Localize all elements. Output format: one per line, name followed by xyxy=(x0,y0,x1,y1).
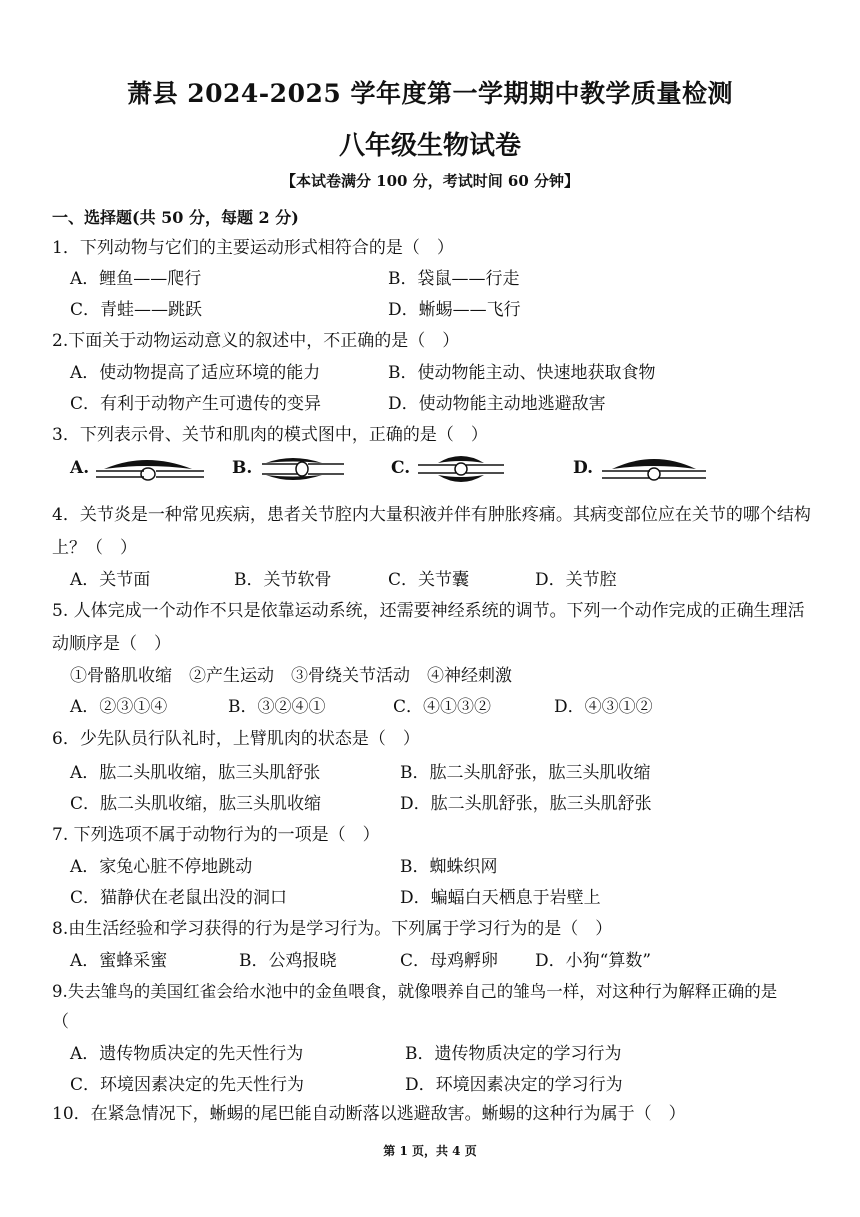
page-footer: 第 1 页，共 4 页 xyxy=(383,1144,477,1158)
q1-option-b: B．袋鼠——行走 xyxy=(388,269,520,289)
q5-option-d: D．④③①② xyxy=(554,697,653,717)
exam-title: 萧县 2024-2025 学年度第一学期期中教学质量检测 xyxy=(127,79,733,108)
section-heading: 一、选择题(共 50 分，每题 2 分) xyxy=(52,208,299,227)
q5-items: ①骨骼肌收缩 ②产生运动 ③骨绕关节活动 ④神经刺激 xyxy=(70,666,512,686)
exam-note: 【本试卷满分 100 分，考试时间 60 分钟】 xyxy=(280,172,580,190)
q6-option-b: B．肱二头肌舒张，肱三头肌收缩 xyxy=(400,763,651,783)
q4-option-b: B．关节软骨 xyxy=(234,570,332,590)
q4-option-a: A．关节面 xyxy=(70,570,151,590)
q3-option-d-label: D. xyxy=(573,458,594,478)
question-1-stem: 1．下列动物与它们的主要运动形式相符合的是（ ） xyxy=(52,238,454,258)
question-8-stem: 8.由生活经验和学习获得的行为是学习行为。下列属于学习行为的是（ ） xyxy=(52,919,613,939)
q7-option-a: A．家兔心脏不停地跳动 xyxy=(70,857,253,877)
exam-subtitle: 八年级生物试卷 xyxy=(338,131,521,161)
q2-option-a: A．使动物提高了适应环境的能力 xyxy=(70,363,321,383)
q2-option-c: C．有利于动物产生可遗传的变异 xyxy=(70,394,322,414)
q5-option-a: A．②③①④ xyxy=(70,697,168,717)
question-5-stem-line1: 5. 人体完成一个动作不只是依靠运动系统，还需要神经系统的调节。下列一个动作完成的正确生理活 xyxy=(52,601,805,621)
question-3-stem: 3．下列表示骨、关节和肌肉的模式图中，正确的是（ ） xyxy=(52,425,488,445)
question-6-stem: 6．少先队员行队礼时，上臂肌肉的状态是（ ） xyxy=(52,729,420,749)
q7-option-c: C．猫静伏在老鼠出没的洞口 xyxy=(70,888,288,908)
q5-option-b: B．③②④① xyxy=(228,697,326,717)
q4-option-d: D．关节腔 xyxy=(535,570,617,590)
q1-option-a: A．鲤鱼——爬行 xyxy=(70,269,202,289)
q6-option-a: A．肱二头肌收缩，肱三头肌舒张 xyxy=(70,763,321,783)
question-9-stem-line2: （ xyxy=(52,1012,69,1032)
q3-diagram-c xyxy=(418,451,504,487)
q1-option-d: D．蜥蜴——飞行 xyxy=(388,300,521,320)
q3-diagram-d xyxy=(602,451,706,487)
q3-diagram-a xyxy=(96,451,206,487)
question-2-stem: 2.下面关于动物运动意义的叙述中，不正确的是（ ） xyxy=(52,331,460,351)
q3-option-c-label: C. xyxy=(391,458,411,478)
q2-option-d: D．使动物能主动地逃避敌害 xyxy=(388,394,606,414)
q9-option-a: A．遗传物质决定的先天性行为 xyxy=(70,1044,304,1064)
q8-option-b: B．公鸡报晓 xyxy=(239,951,337,971)
q5-option-c: C．④①③② xyxy=(393,697,492,717)
q3-option-a-label: A. xyxy=(70,458,90,478)
q8-option-a: A．蜜蜂采蜜 xyxy=(70,951,168,971)
q9-option-d: D．环境因素决定的学习行为 xyxy=(405,1075,623,1095)
q1-option-c: C．青蛙——跳跃 xyxy=(70,300,203,320)
q8-option-c: C．母鸡孵卵 xyxy=(400,951,499,971)
question-4-stem-line2: 上？（ ） xyxy=(52,538,137,558)
q8-option-d: D．小狗“算数” xyxy=(535,951,652,971)
q3-diagram-b xyxy=(262,451,346,487)
q4-option-c: C．关节囊 xyxy=(388,570,470,590)
q3-option-b-label: B. xyxy=(232,458,253,478)
q9-option-b: B．遗传物质决定的学习行为 xyxy=(405,1044,622,1064)
q6-option-c: C．肱二头肌收缩，肱三头肌收缩 xyxy=(70,794,322,814)
question-4-stem-line1: 4．关节炎是一种常见疾病，患者关节腔内大量积液并伴有肿胀疼痛。其病变部位应在关节的哪个结构 xyxy=(52,505,811,525)
question-10-stem: 10．在紧急情况下，蜥蜴的尾巴能自动断落以逃避敌害。蜥蜴的这种行为属于（ ） xyxy=(52,1104,686,1124)
q2-option-b: B．使动物能主动、快速地获取食物 xyxy=(388,363,656,383)
question-5-stem-line2: 动顺序是（ ） xyxy=(52,634,171,654)
question-7-stem: 7. 下列选项不属于动物行为的一项是（ ） xyxy=(52,825,380,845)
q7-option-b: B．蜘蛛织网 xyxy=(400,857,498,877)
q9-option-c: C．环境因素决定的先天性行为 xyxy=(70,1075,305,1095)
q7-option-d: D．蝙蝠白天栖息于岩壁上 xyxy=(400,888,601,908)
question-9-stem-line1: 9.失去雏鸟的美国红雀会给水池中的金鱼喂食，就像喂养自己的雏鸟一样，对这种行为解释正确的是 xyxy=(52,982,778,1001)
q6-option-d: D．肱二头肌舒张，肱三头肌舒张 xyxy=(400,794,652,814)
